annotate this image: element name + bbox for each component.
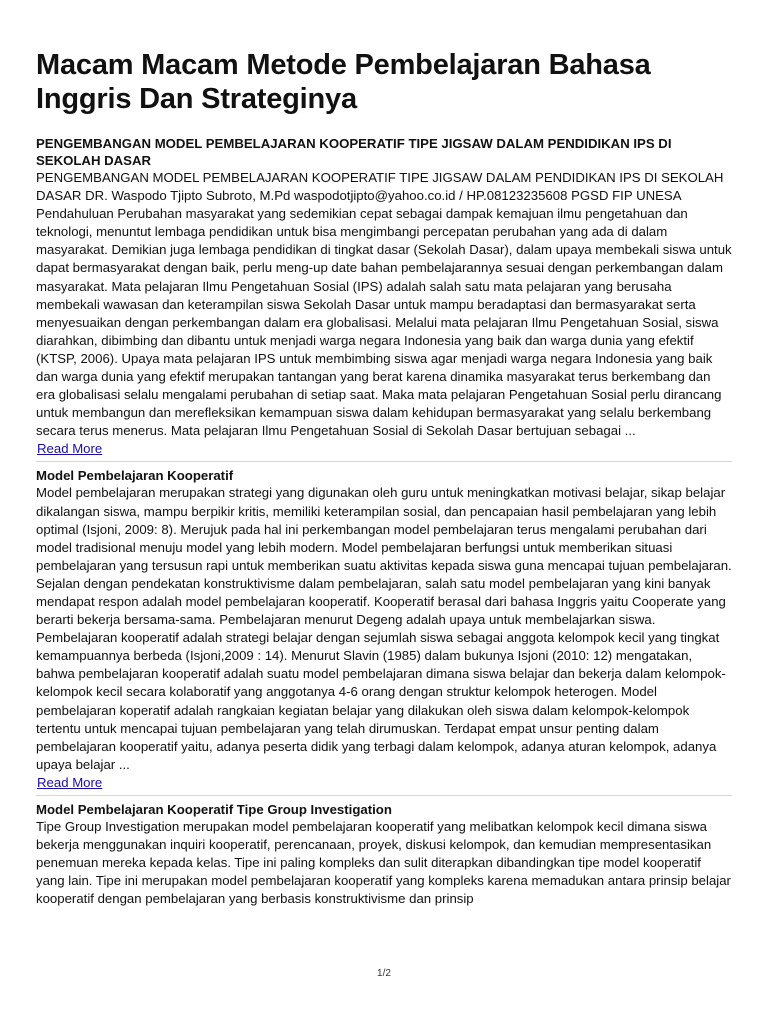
article-body: PENGEMBANGAN MODEL PEMBELAJARAN KOOPERATIF TIPE JIGSAW DALAM PENDIDIKAN IPS DI SEKOLAH DASAR DR. Waspodo Tjipto Subroto, M.Pd waspodotjipto@yahoo.co.id / HP.08123235608 PGSD FIP UNESA Pendahuluan Perubahan masyarakat yang sedemikian cepat sebagai dampak kemajuan ilmu pengetahuan dan teknologi, menuntut lembaga pendidikan untuk bisa mengimbangi percepatan perubahan yang ada di dalam masyarakat. Demikian juga lembaga pendidikan di tingkat dasar (Sekolah Dasar), dalam upaya membekali siswa untuk dapat bermasyarakat dengan baik, perlu meng-up date bahan pembelajarannya sesuai dengan perkembangan dalam masyarakat. Mata pelajaran Ilmu Pengetahuan Sosial (IPS) adalah salah satu mata pelajaran yang berusaha membekali wawasan dan keterampilan siswa Sekolah Dasar untuk mampu beradaptasi dan bermasyarakat serta menyesuaikan dengan perkembangan dalam era globalisasi. Melalui mata pelajaran Ilmu Pengetahuan Sosial, siswa diarahkan, dibimbing dan dibantu untuk menjadi warga negara Indonesia yang baik dan warga dunia yang efektif (KTSP, 2006). Upaya mata pelajaran IPS untuk membimbing siswa agar menjadi warga negara Indonesia yang baik dan warga dunia yang efektif merupakan tantangan yang berat karena dinamika masyarakat terus berkembang dan era globalisasi selalu mengalami perubahan di setiap saat. Maka mata pelajaran Pengetahuan Sosial perlu dirancang untuk membangun dan merefleksikan kemampuan siswa dalam kehidupan bermasyarakat yang selalu berkembang secara terus menerus. Mata pelajaran Ilmu Pengetahuan Sosial di Sekolah Dasar bertujuan sebagai ... (36, 170, 732, 439)
page-number: 1/2 (377, 968, 391, 979)
article-body: Tipe Group Investigation merupakan model pembelajaran kooperatif yang melibatkan kelompok kecil dimana siswa bekerja menggunakan inquiri kooperatif, perencanaan, proyek, diskusi kelompok, dan kemudian mempresentasikan penemuan mereka kepada kelas. Tipe ini paling kompleks dan sulit diterapkan dibandingkan tipe model kooperatif yang lain. Tipe ini merupakan model pembelajaran kooperatif yang kompleks karena memadukan antara prinsip belajar kooperatif dengan pembelajaran yang berbasis konstruktivisme dan prinsip (36, 818, 731, 907)
document-page (36, 48, 732, 908)
article-heading: PENGEMBANGAN MODEL PEMBELAJARAN KOOPERATIF TIPE JIGSAW DALAM PENDIDIKAN IPS DI SEKOLAH DASAR (36, 136, 672, 168)
article-heading: Model Pembelajaran Kooperatif Tipe Group Investigation (36, 801, 392, 817)
article-kooperatif (36, 467, 732, 792)
article-heading: Model Pembelajaran Kooperatif (36, 468, 234, 484)
article-body: Model pembelajaran merupakan strategi yang digunakan oleh guru untuk meningkatkan motivasi belajar, sikap belajar dikalangan siswa, mampu berpikir kritis, memiliki keterampilan sosial, dan pencapaian hasil pembelajaran yang lebih optimal (Isjoni, 2009: 8). Merujuk pada hal ini perkembangan model pembelajaran terus mengalami perubahan dari model tradisional menuju model yang lebih modern. Model pembelajaran berfungsi untuk memberikan situasi pembelajaran yang tersusun rapi untuk memberikan suatu aktivitas kepada siswa guna mencapai tujuan pembelajaran. Sejalan dengan pendekatan konstruktivisme dalam pembelajaran, salah satu model pembelajaran yang kini banyak mendapat respon adalah model pembelajaran kooperatif. Kooperatif berasal dari bahasa Inggris yaitu Cooperate yang berarti bekerja bersama-sama. Pembelajaran menurut Degeng adalah upaya untuk membelajarkan siswa. Pembelajaran kooperatif adalah strategi belajar dengan sejumlah siswa sebagai anggota kelompok kecil yang tingkat kemampuannya berbeda (Isjoni,2009 : 14). Menurut Slavin (1985) dalam bukunya Isjoni (2010: 12) mengatakan, bahwa pembelajaran kooperatif adalah suatu model pembelajaran dimana siswa belajar dan bekerja dalam kelompok-kelompok kecil secara kolaboratif yang anggotanya 4-6 orang dengan struktur kelompok heterogen. Model pembelajaran koperatif adalah rangkaian kegiatan belajar yang dilakukan oleh siswa dalam kelompok-kelompok tertentu untuk mencapai tujuan pembelajaran yang telah dirumuskan. Terdapat empat unsur penting dalam pembelajaran kooperatif yaitu, adanya peserta didik yang terbagi dalam kelompok, adanya aturan kelompok, adanya upaya belajar ... (36, 485, 732, 772)
read-more-link[interactable]: Read More (37, 774, 103, 790)
article-jigsaw (36, 135, 732, 458)
article-group-investigation (36, 801, 732, 908)
page-title: Macam Macam Metode Pembelajaran Bahasa Inggris Dan Strateginya (36, 49, 651, 115)
divider (36, 461, 732, 462)
read-more-link[interactable]: Read More (37, 441, 103, 457)
divider (36, 795, 732, 796)
